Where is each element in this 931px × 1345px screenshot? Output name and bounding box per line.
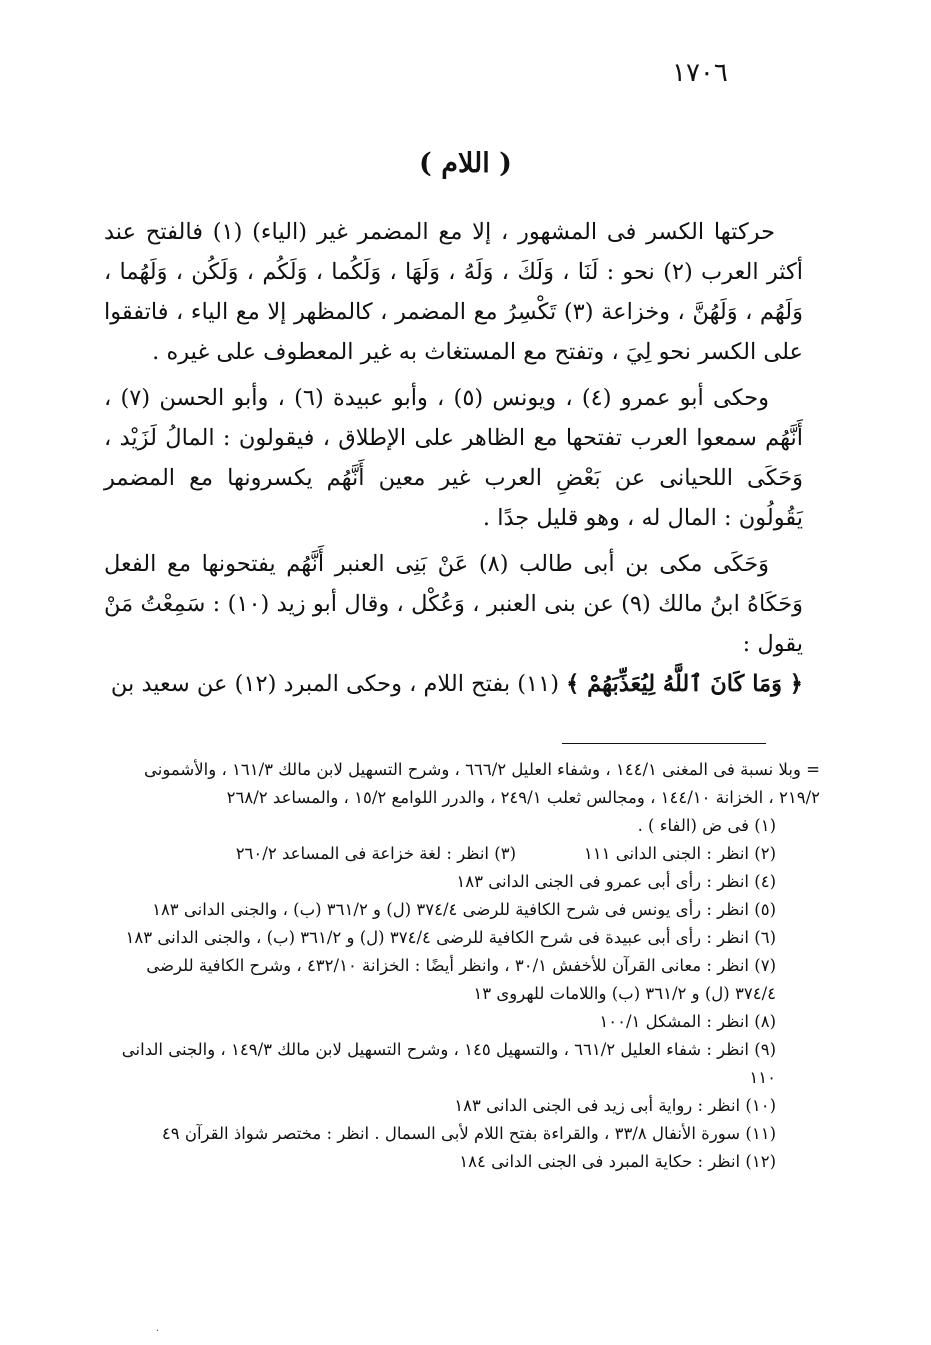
footnote-1: (١) فى ض (الفاء ) . bbox=[637, 816, 776, 835]
footnote-7: (٧) انظر : معانى القرآن للأخفش ٣٠/١ ، وانظر أيضًا : الخزانة ٤٣٢/١٠ ، وشرح الكافية للرضى ٣٧٤/٤ (ل) و ٣٦١/٢ (ب) واللامات للهروى ١٣ bbox=[146, 956, 776, 1003]
section-title: ( اللام ) bbox=[419, 148, 512, 179]
paragraph-3-text: وَحَكَى مكى بن أبى طالب (٨) عَنْ بَنِى العنبر أَنَّهُم يفتحونها مع الفعل وَحَكَاهُ ابنُ مالك (٩) عن بنى العنبر ، وَعُكْل ، وقال أبو زيد (١٠) : سَمِعْتُ مَنْ يقول : bbox=[104, 551, 804, 657]
footnotes bbox=[107, 756, 820, 1176]
paragraph-3 bbox=[104, 544, 803, 704]
footnote-5: (٥) انظر : رأى يونس فى شرح الكافية للرضى ٣٧٤/٤ (ل) و ٣٦١/٢ (ب) ، والجنى الدانى ١٨٣ bbox=[152, 900, 776, 919]
scan-speck: · bbox=[156, 1326, 160, 1337]
paragraph-3-end: (١١) بفتح اللام ، وحكى المبرد (١٢) عن سعيد بن bbox=[110, 671, 567, 697]
paragraph-2: وحكى أبو عمرو (٤) ، ويونس (٥) ، وأبو عبيدة (٦) ، وأبو الحسن (٧) ، أَنَّهُم سمعوا العرب تفتحها مع الظاهر على الإطلاق ، فيقولون : المالُ لَزَيْد ، وَحَكَى اللحيانى عن بَعْضِ العرب غير معين أَنَّهُم يكسرونها مع المضمر يَقُولُون : المال له ، وهو قليل جدًا . bbox=[104, 385, 803, 531]
footnote-6: (٦) انظر : رأى أبى عبيدة فى شرح الكافية للرضى ٣٧٤/٤ (ل) و ٣٦١/٢ (ب) ، والجنى الدانى ١٨٣ bbox=[125, 928, 776, 947]
quran-verse: ﴿ وَمَا كَانَ ٱللَّهُ لِيُعَذِّبَهُمْ ﴾ bbox=[566, 671, 803, 697]
footnote-10: (١٠) انظر : رواية أبى زيد فى الجنى الدانى ١٨٣ bbox=[454, 1096, 776, 1115]
footnote-8: (٨) انظر : المشكل ١٠٠/١ bbox=[599, 1012, 776, 1031]
footnote-9: (٩) انظر : شفاء العليل ٦٦١/٢ ، والتسهيل ١٤٥ ، وشرح التسهيل لابن مالك ١٤٩/٣ ، والجنى الدانى ١١٠ bbox=[121, 1040, 776, 1087]
footnote-separator bbox=[562, 743, 766, 744]
footnote-2: (٢) انظر : الجنى الدانى ١١١ bbox=[583, 844, 776, 863]
paragraph-1: حركتها الكسر فى المشهور ، إلا مع المضمر غير (الياء) (١) فالفتح عند أكثر العرب (٢) نحو : لَنَا ، وَلَكَ ، وَلَهُ ، وَلَهَا ، وَلَكُما ، وَلَكُم ، وَلَكُن ، وَلَهُما ، وَلَهُم ، وَلَهُنَّ ، وخزاعة (٣) تَكْسِرُ مع المضمر ، كالمظهر إلا مع الياء ، فاتفقوا على الكسر نحو لِيَ ، وتفتح مع المستغاث به غير المعطوف على غيره . bbox=[104, 219, 804, 365]
footnote-continued: = وبلا نسبة فى المغنى ١٤٤/١ ، وشفاء العليل ٦٦٦/٢ ، وشرح التسهيل لابن مالك ١٦١/٣ ، والأشمونى ٢١٩/٢ ، الخزانة ١٤٤/١٠ ، ومجالس ثعلب ٢٤٩/١ ، والدرر اللوامع ١٥/٢ ، والمساعد ٢٦٨/٢ bbox=[144, 760, 820, 807]
main-text bbox=[104, 212, 803, 710]
footnote-4: (٤) انظر : رأى أبى عمرو فى الجنى الدانى ١٨٣ bbox=[456, 872, 776, 891]
footnote-12: (١٢) انظر : حكاية المبرد فى الجنى الدانى ١٨٤ bbox=[459, 1152, 776, 1171]
footnote-3: (٣) انظر : لغة خزاعة فى المساعد ٢٦٠/٢ bbox=[235, 844, 516, 863]
page-number: ١٧٠٦ bbox=[672, 58, 728, 88]
footnote-row-2-3 bbox=[107, 840, 820, 868]
footnote-11: (١١) سورة الأنفال ٣٣/٨ ، والقراءة بفتح اللام لأبى السمال . انظر : مختصر شواذ القرآن ٤٩ bbox=[161, 1124, 776, 1143]
